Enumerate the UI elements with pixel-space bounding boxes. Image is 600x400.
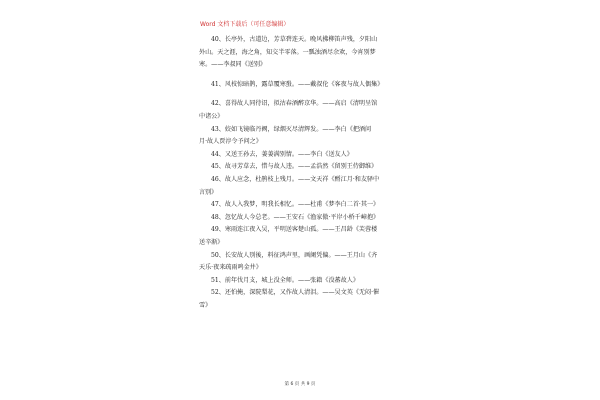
entry-line: 43、姣如飞镜临丹阙，绿烟灭尽清辉发。——李白《把酒问 <box>211 125 372 133</box>
list-item <box>199 79 404 92</box>
page-number: 第 6 页 共 9 页 <box>284 382 316 387</box>
entry-line: 48、忽忆故人今总老。——王安石《渔家傲·平岸小桥千嶂抱》 <box>211 213 380 221</box>
list-item <box>199 98 404 123</box>
list-item <box>199 224 404 249</box>
entry-line: 41、风枝惊暗鹊，露草覆寒蛩。——戴叔伦《客夜与故人偶集》 <box>211 80 384 88</box>
entry-line: 送辛渐》 <box>199 238 224 246</box>
entry-line: 51、前年伐月支，城上没全师。——张籍《没蕃故人》 <box>211 276 359 284</box>
entry-line: 49、寒雨连江夜入吴，平明送客楚山孤。——王昌龄《芙蓉楼 <box>211 226 378 234</box>
entry-line: 47、故人入我梦，明我长相忆。——杜甫《梦李白二首·其一》 <box>211 201 380 209</box>
entry-line: 44、又送王孙去，萋萋满别情。——李白《送友人》 <box>211 150 353 158</box>
entry-line: 言别》 <box>199 188 218 196</box>
entry-line: 42、喜得故人同待诏，拟沽春酒醉京华。——高启《清明呈馆 <box>211 100 378 108</box>
entry-line: 40、长亭外，古道边，芳草碧连天。晚风拂柳笛声残，夕阳山 <box>211 36 378 43</box>
list-item <box>199 149 404 162</box>
list-item <box>199 124 404 149</box>
download-note: Word 文档下载后（可任意编辑） <box>200 21 290 28</box>
list-item <box>199 34 404 72</box>
list-item <box>199 161 404 174</box>
list-item <box>199 174 404 199</box>
entry-line: 雪》 <box>199 301 212 309</box>
entry-line: 外山。天之涯，海之角，知交半零落。一瓢浊酒尽余欢，今宵别梦 <box>199 48 376 56</box>
entry-line: 52、还怕掩，深院梨花，又作故人清泪。——吴文英《无闷·催 <box>211 289 380 297</box>
list-item <box>199 212 404 225</box>
entry-line: 50、长安故人别後，料征鸿声里，画阑凭偏。——王月山《齐 <box>211 251 378 259</box>
document-body <box>199 34 404 312</box>
entry-line: 中诸公》 <box>199 112 224 120</box>
entry-line: 天乐·夜来疏雨鸣金井》 <box>199 264 262 272</box>
entry-line: 寒。——李叔同《送别》 <box>199 61 267 69</box>
entry-line: 45、故寻芳草去，惜与故人违。——孟浩然《留别王侍御维》 <box>211 163 378 171</box>
list-item <box>199 250 404 275</box>
list-item <box>199 275 404 288</box>
list-item <box>199 287 404 312</box>
list-item <box>199 199 404 212</box>
entry-line: 月·故人贾淳令予问之》 <box>199 138 262 146</box>
entry-line: 46、故人应念，杜鹃枝上残月。——文天祥《酹江月·和友驿中 <box>211 175 380 183</box>
